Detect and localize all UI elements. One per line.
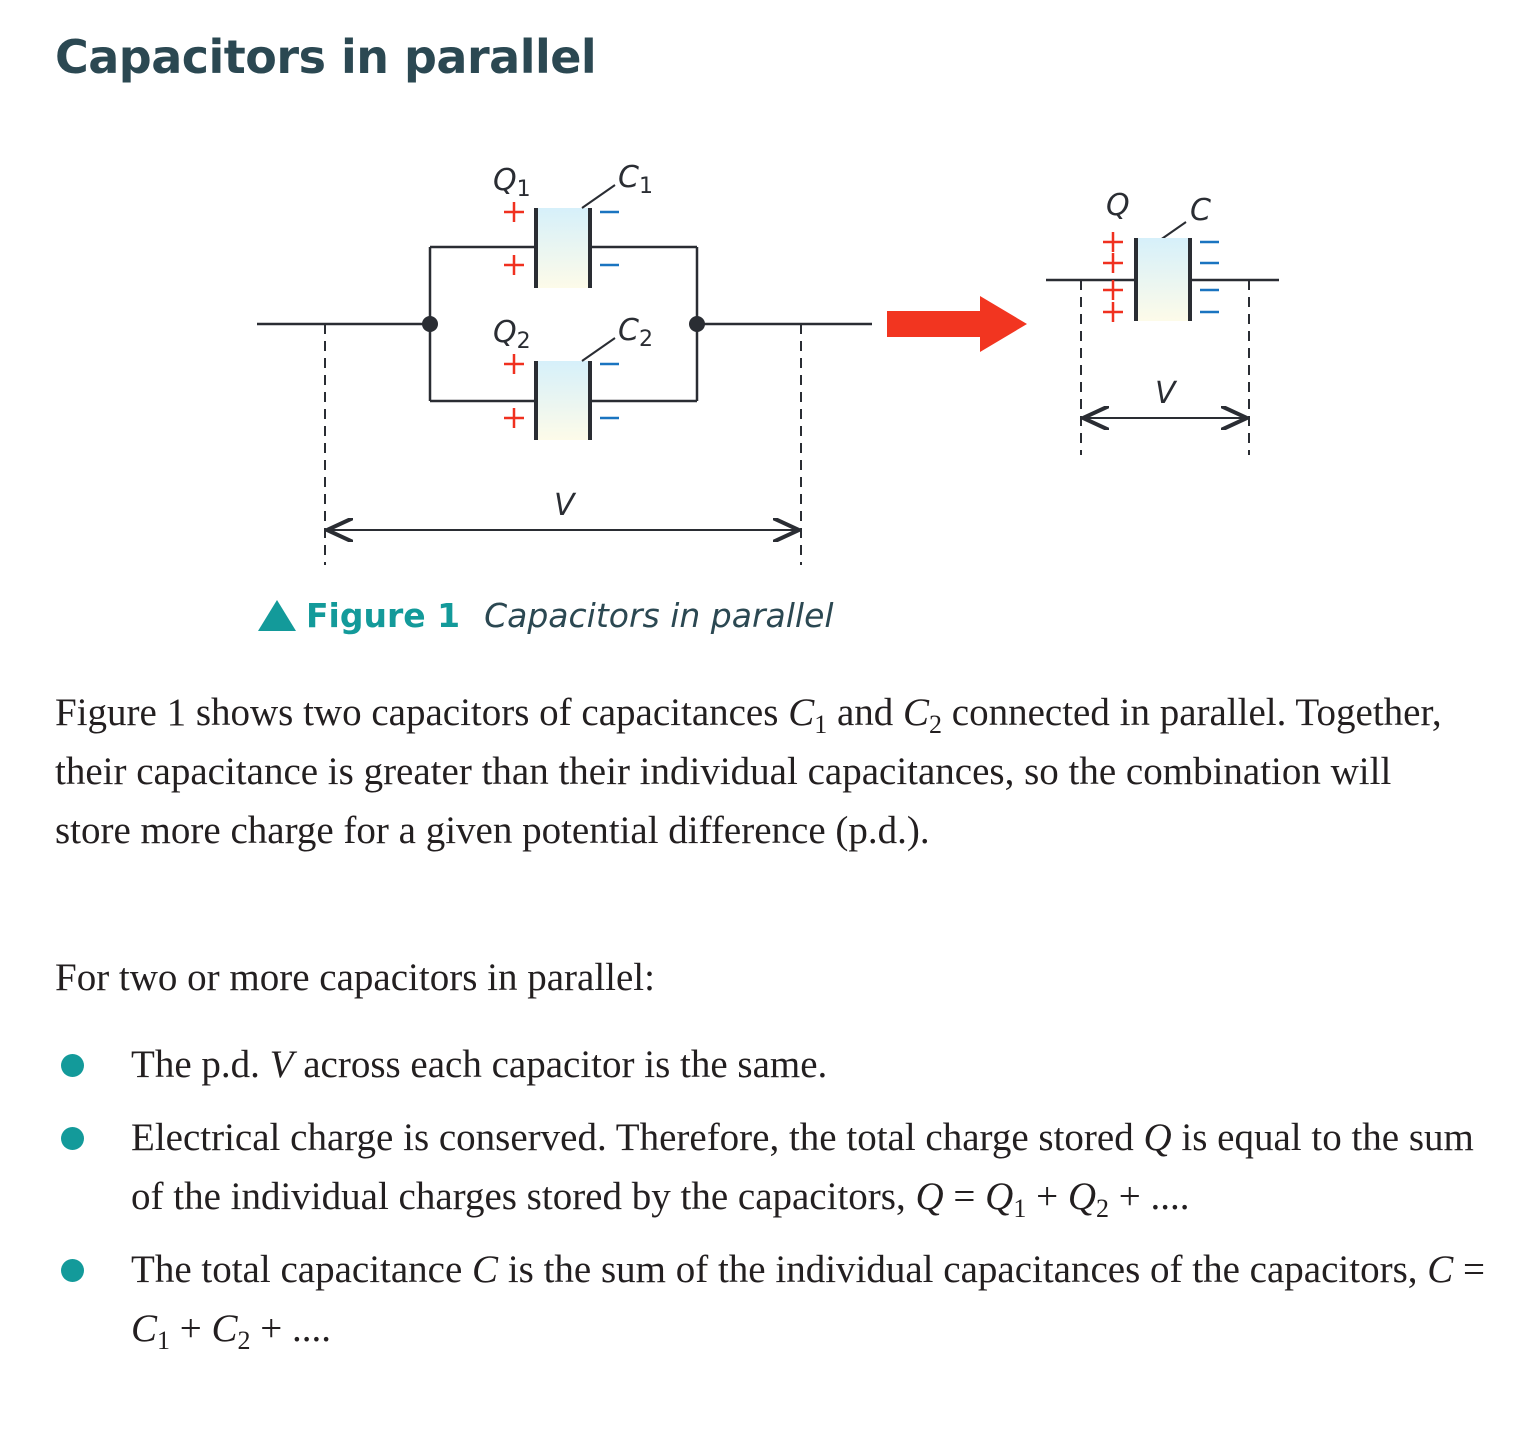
junction-node [422,316,438,332]
capacitor-dielectric [1136,238,1190,321]
figure-caption [258,596,834,635]
label-v-left: V [554,488,575,523]
text-run: Q [985,1175,1014,1218]
text-run: C [131,1307,158,1350]
text-run: C [472,1248,499,1291]
figure-title: Capacitors in parallel [484,596,834,635]
figure-number: Figure 1 [306,596,461,635]
text-run: Electrical charge is conserved. Therefore, the total charge stored [131,1116,1144,1159]
label-c: C [1190,193,1211,228]
leader-lines [582,185,1186,361]
label-v-right: V [1155,376,1176,411]
triangle-icon [258,600,296,631]
text-run: C [903,691,930,734]
text-run: C [788,691,815,734]
text-run: + .... [250,1307,332,1350]
label-q: Q [1106,188,1130,223]
bullet-icon [61,1259,84,1282]
capacitor-1-dielectric [536,208,590,288]
text-run: is the sum of the individual capacitances of the capacitors, [498,1248,1428,1291]
text-run: 1 [1013,1194,1027,1223]
text-run: Q [493,315,517,350]
page-title: Capacitors in parallel [55,30,597,84]
label-c1 [618,160,653,199]
text-run: Figure 1 shows two capacitors of capacitances [55,691,789,734]
text-run: C [618,160,639,195]
text-run: Q [1067,1175,1096,1218]
text-run: 2 [516,329,531,354]
text-run: is equal to the sum of the individual charges stored by the capacitors, [131,1116,1474,1218]
text-run: and [827,691,904,734]
text-run: 2 [1095,1194,1109,1223]
text-run: = [943,1175,986,1218]
text-run: C [1427,1248,1454,1291]
text-run: Q [1143,1116,1172,1159]
paragraph-intro [55,683,1475,860]
text-run: The p.d. [131,1043,270,1086]
text-run: C [211,1307,238,1350]
text-run: 2 [638,327,653,352]
text-run: Q [915,1175,944,1218]
junction-node [689,316,705,332]
bullet-list [55,1035,1485,1372]
capacitor-2-dielectric [536,361,590,440]
text-run: connected in parallel. Together, their capacitance is greater than their individual capacitances, so the combination will store more charge for a given potential difference (p.d.). [55,691,1442,852]
text-run: 1 [638,174,653,199]
text-run: C [618,313,639,348]
label-q1 [493,163,531,202]
label-c2 [618,313,653,352]
list-item [55,1108,1485,1226]
label-q2 [493,315,531,354]
text-run: + [1026,1175,1068,1218]
text-run: + [170,1307,212,1350]
parallel-capacitors-diagram [0,0,1530,660]
text-run: Q [493,163,517,198]
text-run: 1 [814,710,828,739]
equivalence-arrow-icon [887,296,1027,352]
text-run: 1 [157,1326,171,1355]
list-item [55,1035,1485,1094]
bullet-icon [61,1054,84,1077]
text-run: V [269,1043,294,1086]
text-run: + .... [1108,1175,1190,1218]
list-item [55,1240,1485,1358]
text-run: across each capacitor is the same. [293,1043,828,1086]
plus-signs [504,202,1123,428]
text-run: The total capacitance [131,1248,473,1291]
text-run: 1 [516,177,531,202]
text-run: 2 [929,710,943,739]
paragraph-lead: For two or more capacitors in parallel: [55,956,655,999]
bullet-icon [61,1127,84,1150]
text-run: 2 [237,1326,251,1355]
text-run: = [1453,1248,1486,1291]
